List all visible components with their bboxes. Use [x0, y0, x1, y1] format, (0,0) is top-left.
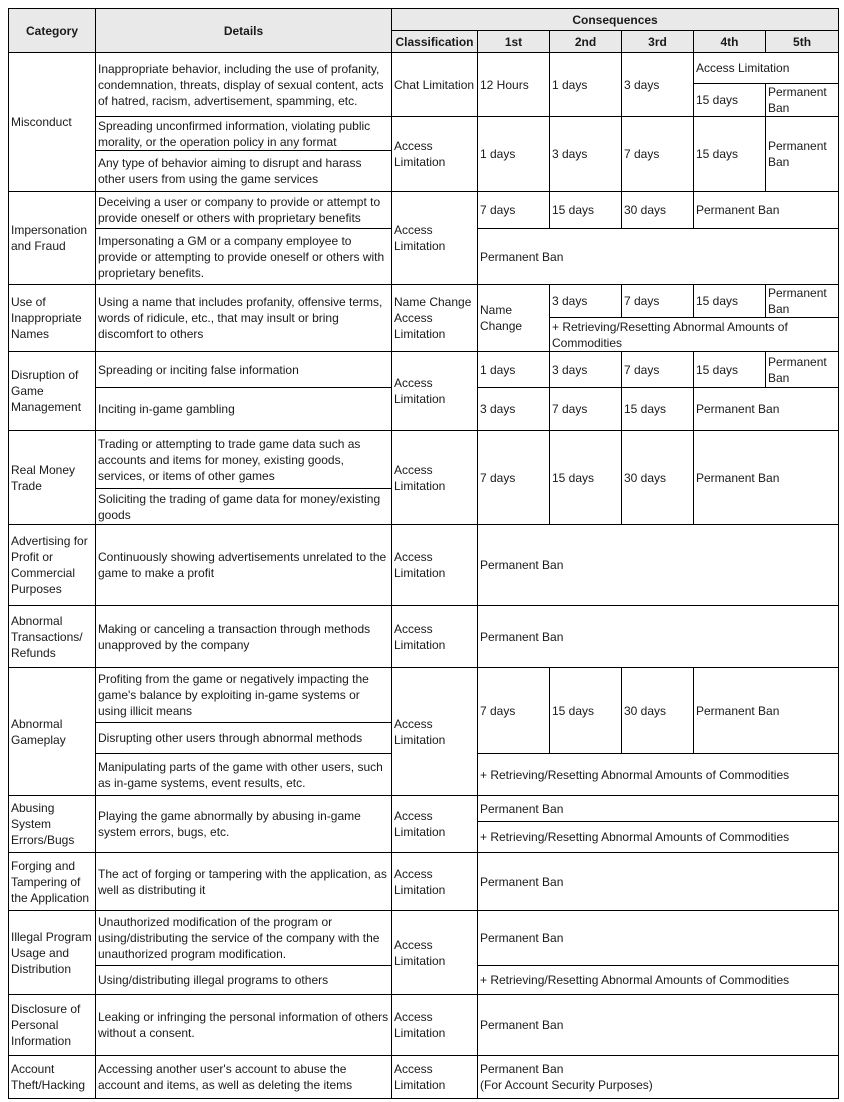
- detail-text: Manipulating parts of the game with other users, such as in-game systems, event results, etc.: [96, 754, 392, 796]
- category-account: Account Theft/Hacking: [9, 1056, 96, 1099]
- consequence-cell: 7 days: [550, 388, 622, 431]
- classification-cell: Access Limitation: [392, 431, 478, 525]
- detail-text: Using/distributing illegal programs to others: [96, 966, 392, 995]
- detail-text: Impersonating a GM or a company employee to provide or attempting to provide oneself or others with proprietary benefits.: [96, 229, 392, 285]
- consequence-cell: 7 days: [622, 352, 694, 388]
- consequence-cell: Permanent Ban: [766, 285, 839, 318]
- category-advertising: Advertising for Profit or Commercial Purposes: [9, 525, 96, 606]
- classification-cell: Access Limitation: [392, 796, 478, 853]
- detail-text: Inciting in-game gambling: [96, 388, 392, 431]
- detail-text: Continuously showing advertisements unrelated to the game to make a profit: [96, 525, 392, 606]
- consequence-cell: Permanent Ban: [478, 911, 839, 966]
- detail-text: Trading or attempting to trade game data such as accounts and items for money, existing goods, services, or items of other games: [96, 431, 392, 489]
- consequence-cell: Name Change: [478, 285, 550, 352]
- consequence-cell: 3 days: [550, 285, 622, 318]
- classification-cell: Access Limitation: [392, 117, 478, 192]
- consequence-note: (For Account Security Purposes): [480, 1078, 653, 1092]
- category-disclosure: Disclosure of Personal Information: [9, 995, 96, 1056]
- detail-text: Soliciting the trading of game data for money/existing goods: [96, 489, 392, 525]
- consequence-cell: 1 days: [478, 117, 550, 192]
- consequence-cell: Permanent Ban: [478, 796, 839, 822]
- category-rmt: Real Money Trade: [9, 431, 96, 525]
- classification-cell: Access Limitation: [392, 352, 478, 431]
- detail-text: Any type of behavior aiming to disrupt and harass other users from using the game services: [96, 151, 392, 192]
- category-misconduct: Misconduct: [9, 53, 96, 192]
- consequence-cell: 15 days: [694, 117, 766, 192]
- consequence-extra: + Retrieving/Resetting Abnormal Amounts of Commodities: [550, 318, 839, 352]
- consequence-cell: Permanent Ban: [478, 606, 839, 668]
- header-strike-2: 2nd: [550, 31, 622, 53]
- classification-cell: Access Limitation: [392, 668, 478, 796]
- detail-text: The act of forging or tampering with the application, as well as distributing it: [96, 853, 392, 911]
- classification-cell: Name Change Access Limitation: [392, 285, 478, 352]
- consequence-cell: Permanent Ban: [766, 117, 839, 192]
- detail-text: Spreading or inciting false information: [96, 352, 392, 388]
- detail-text: Leaking or infringing the personal information of others without a consent.: [96, 995, 392, 1056]
- classification-cell: Access Limitation: [392, 995, 478, 1056]
- consequence-cell: Permanent Ban: [478, 853, 839, 911]
- classification-cell: Access Limitation: [392, 192, 478, 285]
- consequence-cell: Permanent Ban: [694, 192, 839, 229]
- consequence-cell: Permanent Ban: [766, 84, 839, 117]
- header-consequences: Consequences: [392, 9, 839, 31]
- consequence-cell: 1 days: [550, 53, 622, 117]
- consequence-cell: 1 days: [478, 352, 550, 388]
- consequence-cell: Permanent Ban: [478, 995, 839, 1056]
- category-transactions: Abnormal Transactions/ Refunds: [9, 606, 96, 668]
- consequence-extra: + Retrieving/Resetting Abnormal Amounts of Commodities: [478, 966, 839, 995]
- header-category: Category: [9, 9, 96, 53]
- consequence-cell: 7 days: [622, 285, 694, 318]
- consequence-cell: 7 days: [478, 192, 550, 229]
- category-bugs: Abusing System Errors/Bugs: [9, 796, 96, 853]
- consequence-cell: 15 days: [550, 431, 622, 525]
- header-classification: Classification: [392, 31, 478, 53]
- category-illegal: Illegal Program Usage and Distribution: [9, 911, 96, 995]
- detail-text: Disrupting other users through abnormal methods: [96, 723, 392, 754]
- classification-cell: Access Limitation: [392, 911, 478, 995]
- header-strike-5: 5th: [766, 31, 839, 53]
- consequence-cell: 7 days: [478, 668, 550, 754]
- consequence-cell: 12 Hours: [478, 53, 550, 117]
- consequence-extra: + Retrieving/Resetting Abnormal Amounts of Commodities: [478, 822, 839, 853]
- detail-text: Spreading unconfirmed information, violating public morality, or the operation policy in any format: [96, 117, 392, 151]
- header-details: Details: [96, 9, 392, 53]
- consequence-cell: 3 days: [550, 352, 622, 388]
- header-strike-3: 3rd: [622, 31, 694, 53]
- detail-text: Unauthorized modification of the program or using/distributing the service of the company with the unauthorized program modification.: [96, 911, 392, 966]
- detail-text: Playing the game abnormally by abusing in-game system errors, bugs, etc.: [96, 796, 392, 853]
- consequence-cell: 3 days: [478, 388, 550, 431]
- category-gameplay: Abnormal Gameplay: [9, 668, 96, 796]
- consequence-main: Permanent Ban: [480, 1062, 564, 1076]
- consequence-cell: 7 days: [622, 117, 694, 192]
- consequence-cell: 15 days: [622, 388, 694, 431]
- category-impersonation: Impersonation and Fraud: [9, 192, 96, 285]
- category-disruption: Disruption of Game Management: [9, 352, 96, 431]
- consequence-cell: 30 days: [622, 431, 694, 525]
- detail-text: Inappropriate behavior, including the use of profanity, condemnation, threats, display of sexual content, acts of hatred, racism, advertisement, spamming, etc.: [96, 53, 392, 117]
- consequence-cell: [478, 1056, 839, 1099]
- consequence-cell: 15 days: [694, 285, 766, 318]
- consequence-cell: 15 days: [694, 352, 766, 388]
- consequence-cell: 30 days: [622, 668, 694, 754]
- detail-text: Making or canceling a transaction through methods unapproved by the company: [96, 606, 392, 668]
- detail-text: Accessing another user's account to abuse the account and items, as well as deleting the items: [96, 1056, 392, 1099]
- consequence-cell: Permanent Ban: [478, 525, 839, 606]
- classification-cell: Access Limitation: [392, 606, 478, 668]
- consequence-cell: Permanent Ban: [694, 388, 839, 431]
- classification-cell: Access Limitation: [392, 525, 478, 606]
- consequence-cell: 3 days: [622, 53, 694, 117]
- header-strike-1: 1st: [478, 31, 550, 53]
- consequence-cell: Permanent Ban: [766, 352, 839, 388]
- consequence-cell: 7 days: [478, 431, 550, 525]
- consequence-cell: 30 days: [622, 192, 694, 229]
- sanctions-policy-table: [8, 8, 839, 1099]
- consequence-cell: Access Limitation: [694, 53, 839, 84]
- consequence-cell: Permanent Ban: [478, 229, 839, 285]
- consequence-cell: 3 days: [550, 117, 622, 192]
- consequence-cell: Permanent Ban: [694, 431, 839, 525]
- consequence-cell: 15 days: [694, 84, 766, 117]
- classification-cell: Access Limitation: [392, 1056, 478, 1099]
- classification-cell: Chat Limitation: [392, 53, 478, 117]
- category-forging: Forging and Tampering of the Application: [9, 853, 96, 911]
- detail-text: Deceiving a user or company to provide or attempt to provide oneself or others with proprietary benefits: [96, 192, 392, 229]
- consequence-cell: 15 days: [550, 192, 622, 229]
- category-names: Use of Inappropriate Names: [9, 285, 96, 352]
- consequence-extra: + Retrieving/Resetting Abnormal Amounts of Commodities: [478, 754, 839, 796]
- header-strike-4: 4th: [694, 31, 766, 53]
- consequence-cell: Permanent Ban: [694, 668, 839, 754]
- classification-cell: Access Limitation: [392, 853, 478, 911]
- consequence-cell: 15 days: [550, 668, 622, 754]
- detail-text: Using a name that includes profanity, offensive terms, words of ridicule, etc., that may insult or bring discomfort to others: [96, 285, 392, 352]
- detail-text: Profiting from the game or negatively impacting the game's balance by exploiting in-game systems or using illicit means: [96, 668, 392, 723]
